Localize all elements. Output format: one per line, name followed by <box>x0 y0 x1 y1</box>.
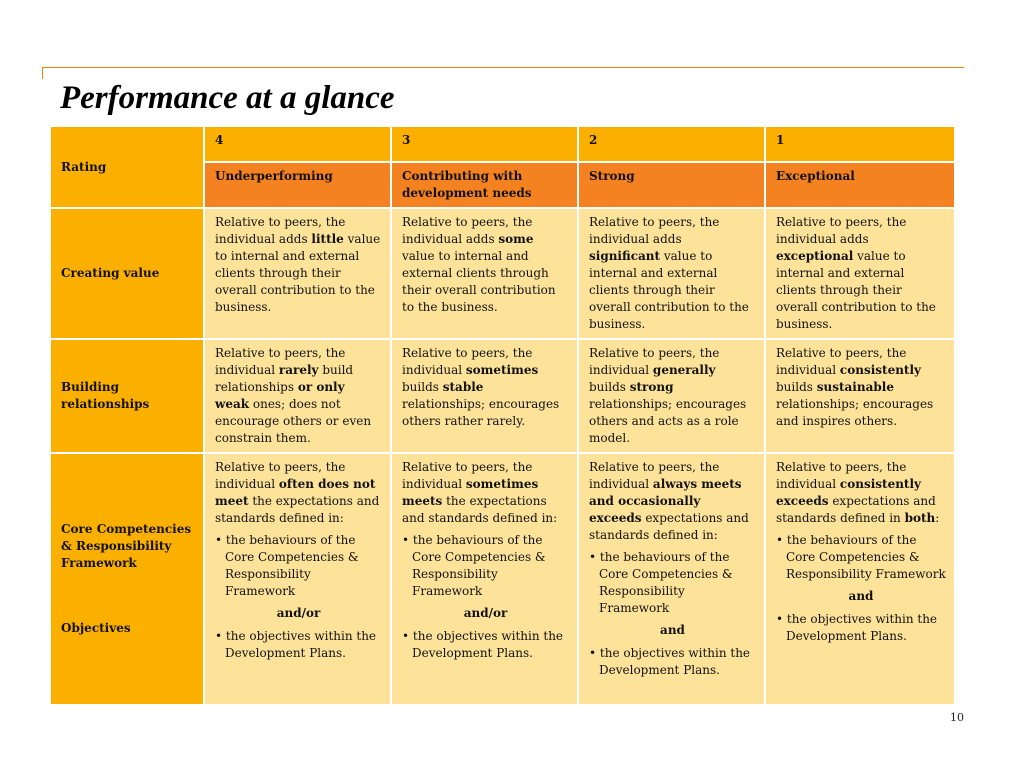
cell-building-relationships-3: Relative to peers, the individual sometimes builds stable relationships; encourages others rather rarely. <box>392 340 579 454</box>
row-header-gap <box>61 572 195 620</box>
top-rule-tick <box>42 67 43 79</box>
cell-core-2-intro: Relative to peers, the individual always meets and occasionally exceeds expectations and standards defined in: <box>589 460 749 542</box>
cell-core-3-intro: Relative to peers, the individual sometimes meets the expectations and standards defined in: <box>402 460 558 525</box>
conjunction-label: and <box>848 589 874 603</box>
cell-core-4 <box>205 454 392 706</box>
row-header-core-line2: & Responsibility Framework <box>61 539 172 570</box>
cell-core-4-intro: Relative to peers, the individual often does not meet the expectations and standards defined in: <box>215 460 380 525</box>
row-header-creating-value: Creating value <box>51 209 205 340</box>
list-item: • the objectives within the Development Plans. <box>215 628 382 662</box>
cell-building-relationships-2: Relative to peers, the individual generally builds strong relationships; encourages others and acts as a role model. <box>579 340 766 454</box>
cell-core-1-intro: Relative to peers, the individual consistently exceeds expectations and standards defined in both: <box>776 460 940 525</box>
row-header-objectives: Objectives <box>61 621 131 635</box>
row-header-core-competencies <box>51 454 205 706</box>
cell-core-3 <box>392 454 579 706</box>
conjunction-label: and <box>660 623 685 637</box>
rating-1: 1 <box>766 127 956 163</box>
label-underperforming: Underperforming <box>205 163 392 209</box>
list-item: • the objectives within the Development Plans. <box>589 645 756 679</box>
list-item: • the behaviours of the Core Competencies & Responsibility Framework <box>215 532 382 600</box>
table-row <box>51 340 956 454</box>
top-rule <box>42 67 964 68</box>
cell-creating-value-1: Relative to peers, the individual adds exceptional value to internal and external clients through their overall contribution to the business. <box>766 209 956 340</box>
cell-creating-value-4: Relative to peers, the individual adds little value to internal and external clients through their overall contribution to the business. <box>205 209 392 340</box>
table-row <box>51 209 956 340</box>
conjunction-label: and/or <box>463 606 508 620</box>
rating-row <box>51 127 956 163</box>
conjunction-label: and/or <box>276 606 321 620</box>
row-header-core-line1: Core Competencies <box>61 522 192 536</box>
row-header-building-relationships: Building relationships <box>51 340 205 454</box>
cell-building-relationships-1: Relative to peers, the individual consistently builds sustainable relationships; encourages and inspires others. <box>766 340 956 454</box>
list-item: • the behaviours of the Core Competencies & Responsibility Framework <box>402 532 569 600</box>
cell-creating-value-2: Relative to peers, the individual adds significant value to internal and external clients through their overall contribution to the business. <box>579 209 766 340</box>
list-item: • the behaviours of the Core Competencies & Responsibility Framework <box>776 532 946 583</box>
cell-building-relationships-4: Relative to peers, the individual rarely build relationships or only weak ones; does not encourage others or even constrain them. <box>205 340 392 454</box>
rating-4: 4 <box>205 127 392 163</box>
rating-3: 3 <box>392 127 579 163</box>
cell-core-1 <box>766 454 956 706</box>
list-item: • the behaviours of the Core Competencies & Responsibility Framework <box>589 549 756 617</box>
list-item: • the objectives within the Development Plans. <box>402 628 569 662</box>
label-strong: Strong <box>579 163 766 209</box>
cell-creating-value-3: Relative to peers, the individual adds some value to internal and external clients through their overall contribution to the business. <box>392 209 579 340</box>
table-row <box>51 454 956 706</box>
page-title: Performance at a glance <box>60 80 395 116</box>
list-item: • the objectives within the Development Plans. <box>776 611 946 645</box>
label-contributing: Contributing with development needs <box>392 163 579 209</box>
rating-2: 2 <box>579 127 766 163</box>
cell-core-2 <box>579 454 766 706</box>
page-number: 10 <box>950 711 964 724</box>
label-exceptional: Exceptional <box>766 163 956 209</box>
performance-table <box>51 127 956 706</box>
rating-row-header: Rating <box>51 127 205 209</box>
